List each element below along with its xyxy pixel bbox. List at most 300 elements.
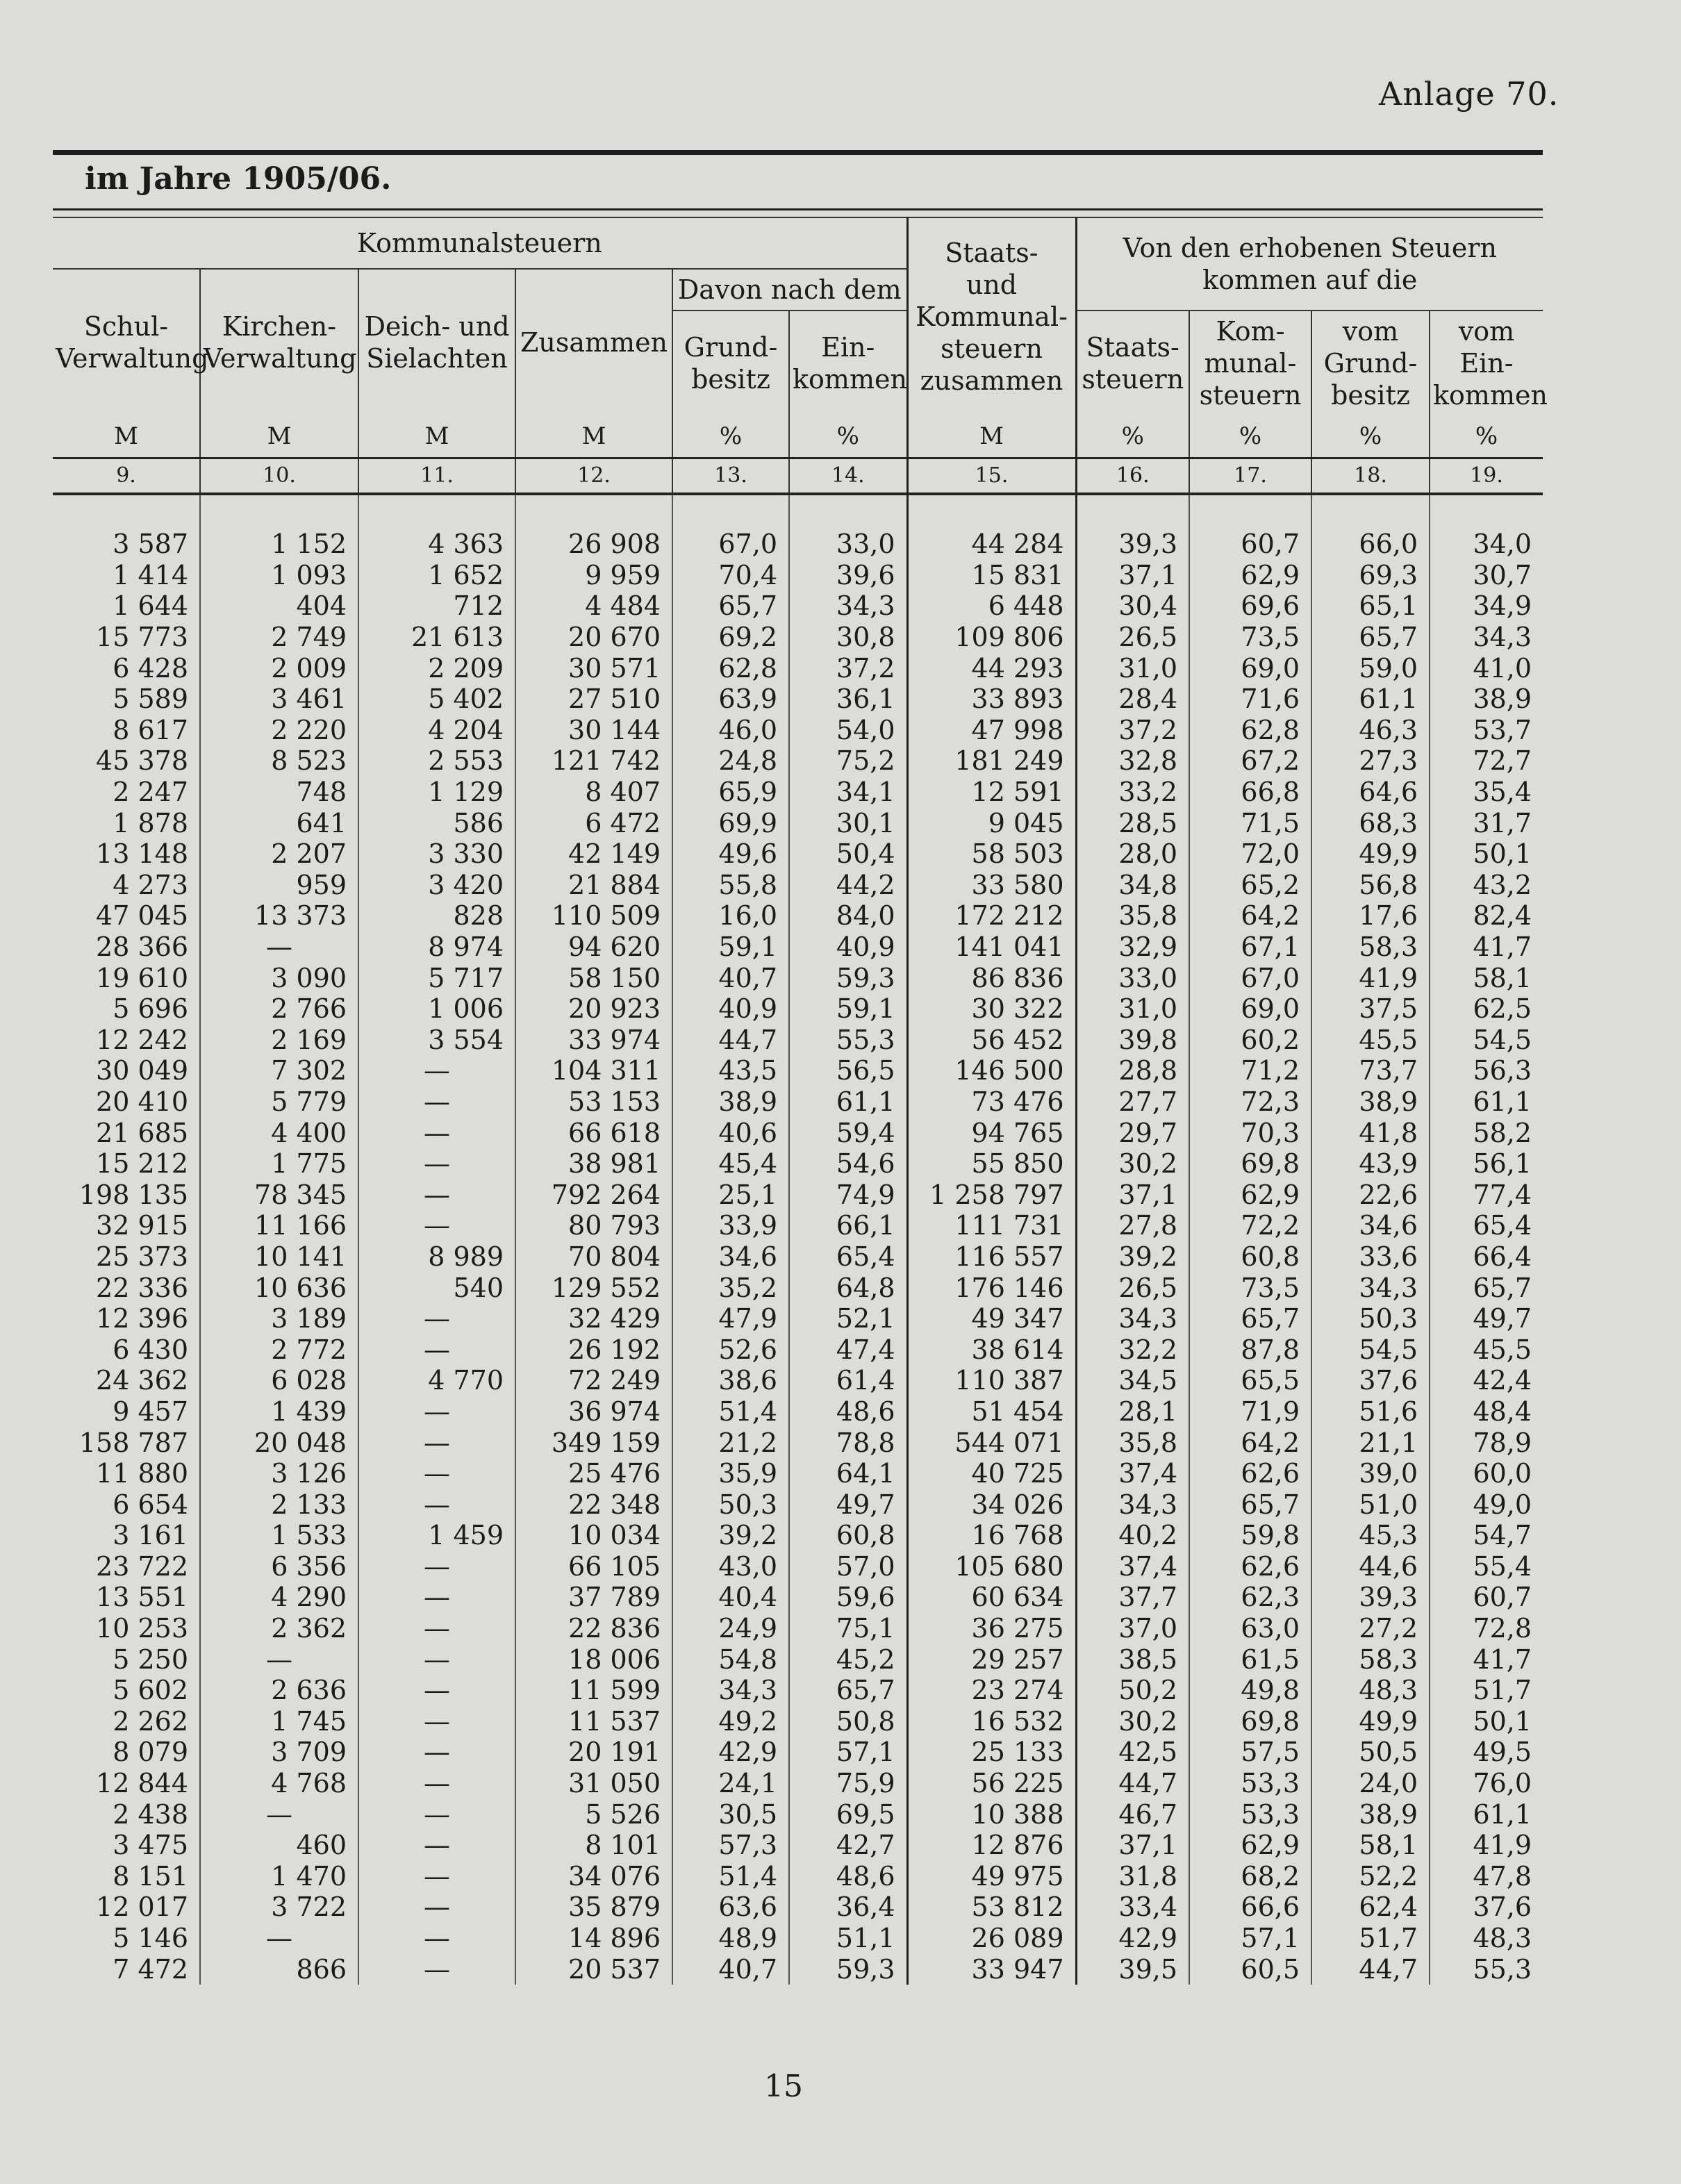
table-cell: 65,7: [1189, 1489, 1311, 1520]
table-cell: 45 378: [96, 745, 188, 777]
table-cell: 57,3: [672, 1830, 789, 1861]
table-cell: 47,9: [672, 1303, 789, 1334]
table-cell: —: [200, 1644, 358, 1675]
table-cell: 8 617: [113, 714, 188, 745]
table-cell: 34,3: [1311, 1272, 1430, 1303]
table-row: [53, 652, 1543, 684]
table-cell: 36 974: [515, 1396, 672, 1428]
table-cell: 59,1: [672, 932, 789, 963]
table-cell: 31 050: [515, 1768, 672, 1799]
table-cell: 42,4: [1430, 1365, 1543, 1396]
unit-label: M: [200, 415, 358, 458]
table-cell: 11 599: [515, 1675, 672, 1706]
header-vom-grundbesitz: vom Grund- besitz: [1311, 311, 1430, 415]
table-cell: 2 362: [200, 1613, 358, 1644]
table-cell: —: [358, 1830, 515, 1861]
table-row: [53, 1396, 1543, 1428]
table-cell: 3 126: [200, 1458, 358, 1489]
table-cell: 20 670: [515, 622, 672, 653]
table-cell: 17,6: [1311, 900, 1430, 932]
table-cell: 959: [200, 870, 358, 901]
table-cell: 641: [200, 807, 358, 838]
table-cell: 62,9: [1189, 1830, 1311, 1861]
table-cell: 3 722: [200, 1892, 358, 1923]
table-cell: 20 923: [515, 993, 672, 1025]
table-cell: 24,8: [672, 745, 789, 777]
table-cell: —: [358, 1179, 515, 1210]
column-number: 14.: [789, 458, 907, 495]
table-row: [53, 745, 1543, 777]
table-cell: 58 503: [907, 838, 1076, 870]
table-cell: 71,5: [1189, 807, 1311, 838]
table-row: [53, 1272, 1543, 1303]
table-cell: 60,8: [1189, 1241, 1311, 1273]
table-cell: 24 362: [96, 1365, 188, 1396]
table-cell: 1 533: [200, 1520, 358, 1551]
table-cell: 32 915: [96, 1210, 188, 1241]
table-cell: 712: [358, 590, 515, 622]
table-cell: 39,3: [1076, 529, 1189, 560]
table-row: [53, 1179, 1543, 1210]
table-cell: 4 400: [200, 1117, 358, 1148]
table-cell: 61,1: [789, 1086, 907, 1118]
table-cell: 158 787: [78, 1427, 188, 1458]
table-cell: 27,7: [1076, 1086, 1189, 1118]
table-cell: 38 981: [515, 1148, 672, 1180]
table-cell: 31,0: [1076, 652, 1189, 684]
table-row: [53, 1706, 1543, 1737]
table-cell: 73 476: [907, 1086, 1076, 1118]
table-cell: 62,6: [1189, 1458, 1311, 1489]
table-cell: 61,5: [1189, 1644, 1311, 1675]
table-cell: —: [358, 1210, 515, 1241]
table-cell: 38 614: [907, 1334, 1076, 1365]
table-cell: 12 242: [96, 1024, 188, 1055]
table-cell: 23 274: [907, 1675, 1076, 1706]
table-cell: 2 749: [200, 622, 358, 653]
table-cell: 40,6: [672, 1117, 789, 1148]
table-cell: 15 773: [96, 622, 188, 653]
table-cell: 67,0: [672, 529, 789, 560]
table-cell: 2 169: [200, 1025, 358, 1056]
table-cell: 57,5: [1189, 1737, 1311, 1768]
table-cell: 5 696: [113, 993, 188, 1025]
table-cell: 12 844: [96, 1768, 188, 1799]
table-row: [53, 1117, 1543, 1148]
table-cell: 62,9: [1189, 560, 1311, 591]
table-cell: 62,8: [1189, 715, 1311, 746]
table-row: [53, 1892, 1543, 1923]
table-cell: 62,5: [1430, 993, 1543, 1025]
page-label: Anlage 70.: [1379, 75, 1559, 113]
table-cell: 4 204: [358, 715, 515, 746]
table-cell: —: [358, 1148, 515, 1180]
table-cell: 6 472: [515, 807, 672, 838]
table-cell: 53,3: [1189, 1768, 1311, 1799]
header-einkommen: Ein- kommen: [789, 311, 907, 415]
table-cell: 51,0: [1311, 1489, 1430, 1520]
table-cell: 33,9: [672, 1210, 789, 1241]
table-cell: 64,8: [789, 1272, 907, 1303]
table-cell: 7 302: [200, 1055, 358, 1086]
table-cell: 24,9: [672, 1613, 789, 1644]
table-cell: 50,8: [789, 1706, 907, 1737]
table-cell: —: [358, 1551, 515, 1582]
table-row: [53, 1303, 1543, 1334]
table-cell: —: [358, 1923, 515, 1954]
table-cell: 16,0: [672, 900, 789, 932]
table-cell: 44 284: [907, 529, 1076, 560]
table-cell: 51,6: [1311, 1396, 1430, 1428]
table-row: [53, 560, 1543, 591]
table-cell: 5 589: [113, 684, 188, 715]
table-cell: 27,8: [1076, 1210, 1189, 1241]
table-cell: 2 220: [200, 715, 358, 746]
table-cell: 35,8: [1076, 900, 1189, 932]
table-cell: 33,4: [1076, 1892, 1189, 1923]
table-cell: 4 290: [200, 1582, 358, 1613]
table-cell: 8 151: [113, 1860, 188, 1892]
table-cell: 52,1: [789, 1303, 907, 1334]
table-cell: 8 523: [200, 745, 358, 777]
table-cell: 181 249: [907, 745, 1076, 777]
table-cell: 1 775: [200, 1148, 358, 1180]
table-cell: 4 768: [200, 1768, 358, 1799]
table-cell: 33,0: [789, 529, 907, 560]
table-cell: 1 644: [113, 590, 188, 622]
table-cell: 35,2: [672, 1272, 789, 1303]
table-cell: —: [358, 1892, 515, 1923]
table-cell: 67,0: [1189, 962, 1311, 993]
table-cell: 1 745: [200, 1706, 358, 1737]
table-cell: —: [358, 1613, 515, 1644]
table-row: [53, 1025, 1543, 1056]
table-cell: 8 989: [358, 1241, 515, 1273]
table-cell: 172 212: [907, 900, 1076, 932]
table-cell: 15 212: [96, 1148, 188, 1180]
table-row: [53, 1520, 1543, 1551]
table-cell: 1 878: [113, 807, 188, 838]
table-row: [53, 1861, 1543, 1892]
table-cell: 9 959: [515, 560, 672, 591]
table-cell: 46,3: [1311, 715, 1430, 746]
table-cell: 12 017: [96, 1892, 188, 1923]
table-cell: 37,4: [1076, 1458, 1189, 1489]
table-cell: 26 089: [907, 1923, 1076, 1954]
table-cell: 3 189: [200, 1303, 358, 1334]
table-cell: 50,1: [1430, 838, 1543, 870]
table-row: [53, 1489, 1543, 1520]
table-cell: 30,7: [1430, 560, 1543, 591]
table-cell: 72 249: [515, 1365, 672, 1396]
table-cell: 44,6: [1311, 1551, 1430, 1582]
table-cell: 32,8: [1076, 745, 1189, 777]
top-rule: [53, 150, 1543, 155]
table-cell: 37,4: [1076, 1551, 1189, 1582]
table-cell: 28,4: [1076, 684, 1189, 715]
table-cell: —: [358, 1798, 515, 1830]
table-cell: 35,8: [1076, 1427, 1189, 1458]
table-cell: 54,8: [672, 1644, 789, 1675]
column-number: 10.: [200, 458, 358, 495]
table-cell: 59,0: [1311, 652, 1430, 684]
table-row: [53, 838, 1543, 870]
table-cell: 41,8: [1311, 1117, 1430, 1148]
unit-label: %: [1311, 415, 1430, 458]
table-cell: 1 414: [113, 559, 188, 590]
table-cell: 66,0: [1311, 529, 1430, 560]
table-cell: 55,4: [1430, 1551, 1543, 1582]
table-cell: 49,8: [1189, 1675, 1311, 1706]
table-cell: 69,5: [789, 1798, 907, 1830]
table-cell: 44,7: [1076, 1768, 1189, 1799]
table-cell: 54,6: [789, 1148, 907, 1180]
table-cell: 34,8: [1076, 870, 1189, 901]
table-cell: 61,1: [1430, 1086, 1543, 1118]
table-cell: 34 076: [515, 1861, 672, 1892]
table-cell: 53,7: [1430, 715, 1543, 746]
table-cell: 38,6: [672, 1365, 789, 1396]
table-cell: 23 722: [96, 1550, 188, 1582]
unit-label: M: [358, 415, 515, 458]
table-cell: 9 457: [113, 1396, 188, 1427]
table-cell: 69,2: [672, 622, 789, 653]
table-cell: 18 006: [515, 1644, 672, 1675]
table-cell: 64,2: [1189, 900, 1311, 932]
table-cell: 34 026: [907, 1489, 1076, 1520]
table-cell: 828: [358, 900, 515, 932]
table-cell: 2 209: [358, 652, 515, 684]
table-cell: 4 484: [515, 590, 672, 622]
table-cell: 48,3: [1311, 1675, 1430, 1706]
table-cell: 20 048: [200, 1427, 358, 1458]
table-row: [53, 715, 1543, 746]
table-cell: 42,9: [672, 1737, 789, 1768]
table-row: [53, 900, 1543, 932]
unit-label: %: [1076, 415, 1189, 458]
table-cell: 8 101: [515, 1830, 672, 1861]
table-cell: 66 105: [515, 1551, 672, 1582]
table-cell: 44,7: [1311, 1953, 1430, 1985]
table-cell: 52,2: [1311, 1861, 1430, 1892]
table-cell: 26,5: [1076, 622, 1189, 653]
table-cell: 5 526: [515, 1798, 672, 1830]
table-cell: —: [358, 1303, 515, 1334]
table-row: [53, 1334, 1543, 1365]
table-cell: 78 345: [200, 1179, 358, 1210]
table-cell: 49 975: [907, 1861, 1076, 1892]
table-cell: —: [358, 1334, 515, 1365]
table-cell: 53 153: [515, 1086, 672, 1118]
table-cell: 28,5: [1076, 807, 1189, 838]
table-cell: 84,0: [789, 900, 907, 932]
table-cell: 61,4: [789, 1365, 907, 1396]
table-row: [53, 622, 1543, 653]
table-cell: 16 532: [907, 1706, 1076, 1737]
table-cell: 26,5: [1076, 1272, 1189, 1303]
table-cell: —: [200, 932, 358, 963]
table-cell: 5 402: [358, 684, 515, 715]
table-cell: 30,4: [1076, 590, 1189, 622]
table-cell: 6 654: [113, 1489, 188, 1520]
table-cell: 39,6: [789, 560, 907, 591]
column-number: 17.: [1189, 458, 1311, 495]
unit-label: M: [515, 415, 672, 458]
table-cell: 59,3: [789, 1953, 907, 1985]
table-cell: 50,2: [1076, 1675, 1189, 1706]
table-cell: 51,4: [672, 1861, 789, 1892]
table-cell: 21 884: [515, 870, 672, 901]
table-cell: 34,9: [1430, 590, 1543, 622]
table-cell: 60,0: [1430, 1458, 1543, 1489]
table-cell: 76,0: [1430, 1768, 1543, 1799]
table-cell: 1 439: [200, 1396, 358, 1428]
table-cell: 40,9: [672, 993, 789, 1025]
table-cell: 50,5: [1311, 1737, 1430, 1768]
table-cell: 65,7: [789, 1675, 907, 1706]
table-cell: 41,0: [1430, 652, 1543, 684]
table-cell: 2 133: [200, 1489, 358, 1520]
table-cell: —: [200, 1798, 358, 1830]
header-deich: Deich- und Sielachten: [358, 269, 515, 415]
table-cell: 41,7: [1430, 932, 1543, 963]
table-cell: 57,1: [1189, 1923, 1311, 1954]
table-cell: 49,9: [1311, 1706, 1430, 1737]
table-cell: 25,1: [672, 1179, 789, 1210]
table-cell: 30,2: [1076, 1148, 1189, 1180]
table-row: [53, 932, 1543, 963]
table-cell: 48,9: [672, 1923, 789, 1954]
table-cell: 73,7: [1311, 1055, 1430, 1086]
table-cell: 65,7: [1430, 1272, 1543, 1303]
table-cell: 34,6: [672, 1241, 789, 1273]
table-cell: 13 148: [96, 838, 188, 870]
table-cell: 59,6: [789, 1582, 907, 1613]
table-cell: 62,9: [1189, 1179, 1311, 1210]
table-cell: 6 028: [200, 1365, 358, 1396]
table-cell: —: [358, 1768, 515, 1799]
table-cell: 21,2: [672, 1427, 789, 1458]
table-cell: 22 348: [515, 1489, 672, 1520]
table-cell: 37,7: [1076, 1582, 1189, 1613]
table-cell: 30,5: [672, 1798, 789, 1830]
table-cell: 10 034: [515, 1520, 672, 1551]
table-cell: 1 459: [358, 1520, 515, 1551]
table-cell: 30 049: [96, 1055, 188, 1086]
table-cell: 404: [200, 590, 358, 622]
table-cell: 59,3: [789, 962, 907, 993]
table-cell: 41,9: [1430, 1830, 1543, 1861]
table-cell: 43,9: [1311, 1148, 1430, 1180]
table-cell: 110 509: [515, 900, 672, 932]
table-cell: 60,5: [1189, 1953, 1311, 1985]
table-cell: 65,5: [1189, 1365, 1311, 1396]
table-cell: 792 264: [515, 1179, 672, 1210]
table-cell: 44,7: [672, 1025, 789, 1056]
table-cell: 20 537: [515, 1953, 672, 1985]
table-cell: 3 461: [200, 684, 358, 715]
table-cell: 38,9: [1311, 1086, 1430, 1118]
table-cell: 58,1: [1430, 962, 1543, 993]
table-cell: 37,6: [1311, 1365, 1430, 1396]
table-cell: 63,6: [672, 1892, 789, 1923]
header-grundbesitz: Grund- besitz: [672, 311, 789, 415]
table-cell: 73,5: [1189, 622, 1311, 653]
table-cell: 6 428: [113, 652, 188, 684]
table-cell: 34,5: [1076, 1365, 1189, 1396]
table-cell: 33 580: [907, 870, 1076, 901]
table-cell: 37,1: [1076, 1179, 1189, 1210]
table-cell: 34,3: [672, 1675, 789, 1706]
table-row: [53, 590, 1543, 622]
table-cell: 45,5: [1311, 1025, 1430, 1056]
table-cell: 11 166: [200, 1210, 358, 1241]
table-cell: 66,4: [1430, 1241, 1543, 1273]
table-row: [53, 1458, 1543, 1489]
table-cell: 1 093: [200, 560, 358, 591]
table-cell: 74,9: [789, 1179, 907, 1210]
table-cell: 10 253: [96, 1613, 188, 1644]
table-cell: 33,2: [1076, 777, 1189, 808]
table-cell: 29,7: [1076, 1117, 1189, 1148]
table-cell: 38,9: [672, 1086, 789, 1118]
table-cell: 42 149: [515, 838, 672, 870]
table-cell: 40,2: [1076, 1520, 1189, 1551]
table-cell: 71,9: [1189, 1396, 1311, 1428]
table-cell: 33 974: [515, 1025, 672, 1056]
table-row: [53, 1830, 1543, 1861]
table-cell: 59,4: [789, 1117, 907, 1148]
table-cell: 37,1: [1076, 1830, 1189, 1861]
table-cell: 38,9: [1311, 1798, 1430, 1830]
table-cell: 26 192: [515, 1334, 672, 1365]
table-row: [53, 1798, 1543, 1830]
table-cell: 116 557: [907, 1241, 1076, 1273]
table-cell: 4 363: [358, 529, 515, 560]
table-cell: 40,7: [672, 1953, 789, 1985]
table-cell: 3 330: [358, 838, 515, 870]
table-cell: —: [358, 1644, 515, 1675]
table-cell: 24,0: [1311, 1768, 1430, 1799]
table-cell: 37 789: [515, 1582, 672, 1613]
table-cell: 5 146: [113, 1923, 188, 1954]
table-cell: 41,7: [1430, 1644, 1543, 1675]
table-cell: 55 850: [907, 1148, 1076, 1180]
unit-label: M: [907, 415, 1076, 458]
table-cell: 21 613: [358, 622, 515, 653]
table-cell: 12 396: [96, 1303, 188, 1334]
table-cell: 34,3: [1430, 622, 1543, 653]
table-cell: 50,1: [1430, 1706, 1543, 1737]
table-cell: 20 191: [515, 1737, 672, 1768]
table-cell: 34,3: [789, 590, 907, 622]
table-cell: 9 045: [907, 807, 1076, 838]
table-cell: 104 311: [515, 1055, 672, 1086]
table-cell: 65,7: [1189, 1303, 1311, 1334]
table-cell: 30,2: [1076, 1706, 1189, 1737]
table-cell: 6 356: [200, 1551, 358, 1582]
table-cell: 34,3: [1076, 1303, 1189, 1334]
table-cell: 8 079: [113, 1737, 188, 1768]
table-cell: 70,3: [1189, 1117, 1311, 1148]
table-cell: 30,8: [789, 622, 907, 653]
table-cell: 54,5: [1430, 1025, 1543, 1056]
table-row: [53, 993, 1543, 1025]
unit-label: M: [53, 415, 200, 458]
table-cell: 12 591: [907, 777, 1076, 808]
table-cell: 54,0: [789, 715, 907, 746]
table-cell: 51,1: [789, 1923, 907, 1954]
